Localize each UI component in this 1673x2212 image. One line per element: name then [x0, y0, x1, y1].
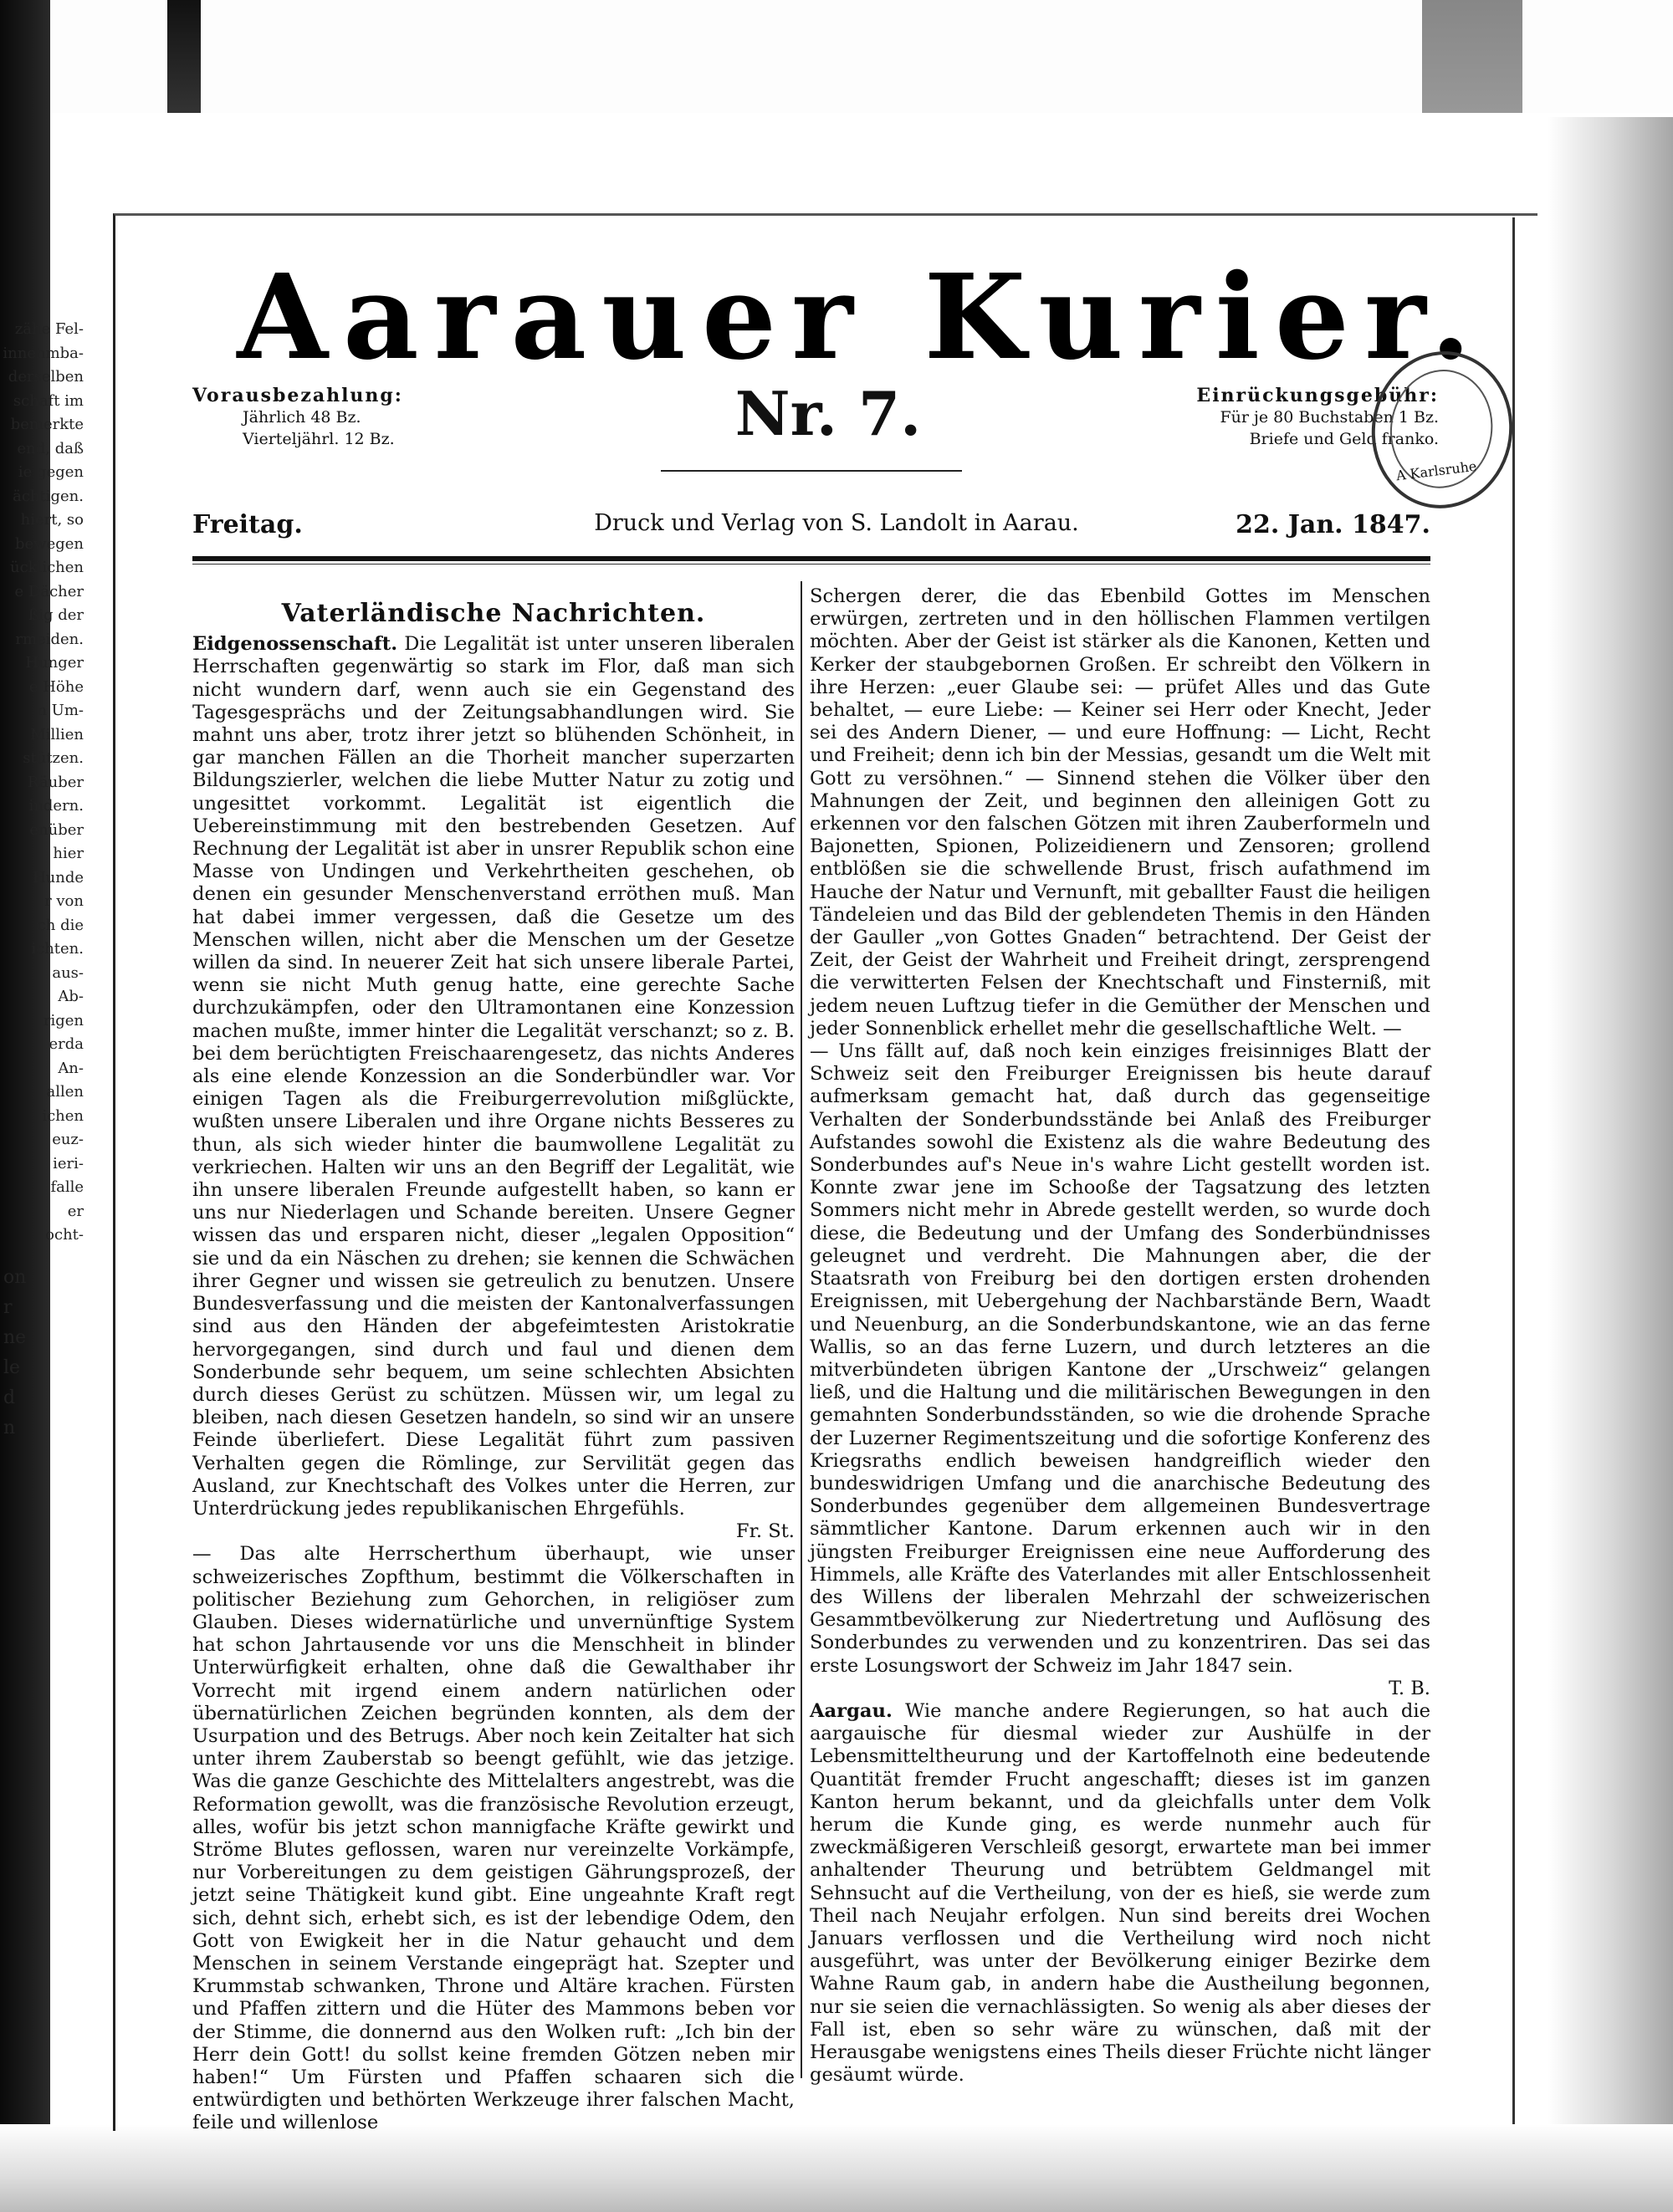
fragment-line: rigen	[43, 1011, 84, 1029]
weekday: Freitag.	[192, 510, 303, 539]
article-paragraph: — Das alte Herrscherthum überhaupt, wie unser schweizerisches Zopfthum, bestimmt die Völkerschaften in politischer Beziehung zum Gehorchen, in religiöser zum Glauben. Dieses widernatürliche und unvernünftige System hat schon Jahrtausende vor uns die Menschheit in blinder Unterwürfigkeit erhalten, ohne daß die Gewalthaber ihr Vorrecht mit irgend einem andern natürlichen oder übernatürlichen Zeichen begründen konnten, als dem der Usurpation und des Betrugs. Aber noch kein Zeitalter hat sich unter ihrem Zauberstab so beengt gefühlt, wie das jetzige. Was die ganze Geschichte des Mittelalters angestrebt, was die Reformation gewollt, was die französische Revolution erzeugt, alles, wofür bis jetzt schon mannigfache Kräfte gewirkt und Ströme Blutes geflossen, waren nur vereinzelte Vorkämpfe, nur Vorbereitungen zu dem geistigen Gährungsprozeß, der jetzt seine Thätigkeit kund gibt. Eine ungeahnte Kraft regt sich, dehnt sich, erhebt sich, es ist der lebendige Odem, den Gott von Ewigkeit her in die Natur gehaucht und dem Menschen in seinem Verstande eingeprägt hat. Szepter und Krummstab schwanken, Throne und Altäre krachen. Fürsten und Pfaffen zittern und die Hüter des Mammons beben vor der Stimme, die donnernd aus den Wolken ruft: „Ich bin der Herr dein Gott! du sollst keine fremden Götzen neben mir haben!“ Um Fürsten und Pfaffen schaaren sich die entwürdigten und bethörten Werkzeuge ihrer falschen Macht, feile und willenlose	[192, 1543, 795, 2134]
fragment-line: le	[3, 1357, 21, 1378]
fragment-line: derselben	[8, 368, 84, 386]
scan-shadow-right	[1422, 0, 1522, 113]
printer-line: Druck und Verlag von S. Landolt in Aarau.	[594, 510, 1079, 536]
fragment-line: ichten.	[31, 940, 84, 958]
fragment-line: bemerkte	[10, 416, 84, 433]
fragment-line: Ab-	[58, 988, 84, 1005]
fragment-line: ne	[3, 1327, 27, 1348]
fragment-line: r von	[44, 892, 84, 910]
fragment-line: ie gegen	[18, 463, 84, 481]
fragment-line: zähe Fel-	[14, 320, 84, 338]
scan-top-margin	[0, 0, 1673, 113]
article-paragraph: — Uns fällt auf, daß noch kein einziges freisinniges Blatt der Schweiz seit den Freiburger Ereignissen bis heute darauf aufmerksam gemacht hat, daß durch das gegenseitige Verhalten der Sonderbundsstände bei Anlaß des Freiburger Aufstandes sowohl die Existenz als die wahre Bedeutung des Sonderbundes auf's Neue in's wahre Licht gestellt worden ist. Konnte zwar jene im Schooße der Tagsatzung des letzten Sommers nicht mehr in Abrede gestellt werden, so wurde doch diese, die Bedeutung und der Umfang des Sonderbündnisses geleugnet und verdreht. Die Mahnungen aber, die der Staatsrath von Freiburg bei den dortigen ersten drohenden Ereignissen, mit Uebergehung der Nachbarstände Bern, Waadt und Neuenburg, an die Sonderbundskantone, wie an das ferne Wallis, so an das ferne Luzern, und durch letzteres an die mitverbündeten übrigen Kantone der „Urschweiz“ gelangen ließ, und die Haltung und die militärischen Bewegungen in den gemahnten Sonderbundsständen, so wie die drohende Sprache der Luzerner Regimentszeitung und die sofortige Konferenz des Kriegsraths endlich beweisen handgreiflich wieder den bundeswidrigen Umfang und die anarchische Bedeutung des Sonderbundes gegenüber dem allgemeinen Bundesvertrage sämmtlicher Kantone. Darum erkennen auch wir in den jüngsten Freiburger Ereignissen eine neue Aufforderung des Himmels, alle Kräfte des Vaterlandes mit aller Entschlossenheit des Willens der liberalen Mehrzahl der schweizerischen Gesammtbevölkerung zur Niedertretung und Auflösung des Sonderbundes zu verwenden und zu konzentriren. Das sei das erste Losungswort der Schweiz im Jahr 1847 sein.	[810, 1040, 1430, 1677]
fragment-line: enüber	[29, 820, 84, 839]
header-rule-thick	[192, 556, 1430, 561]
fragment-line: ächtigen.	[13, 487, 84, 505]
fragment-line: Hunde	[32, 868, 84, 886]
previous-page-text-lower	[0, 1263, 25, 1443]
fragment-line: Millien	[30, 725, 84, 743]
fragment-line: e Dächer	[14, 582, 84, 600]
insertion-fee-postage: Briefe und Geld franko.	[1249, 430, 1439, 448]
fragment-line: erda	[49, 1035, 84, 1053]
fragment-line: ücklichen	[9, 559, 84, 576]
fragment-line: er	[67, 1202, 84, 1220]
fragment-line: ch die	[37, 916, 84, 934]
fragment-line: stützen.	[23, 749, 84, 767]
scan-right-shadow	[1548, 117, 1673, 2124]
article-eidgenossenschaft	[192, 633, 795, 1543]
page-edge-right	[1512, 217, 1515, 2124]
article-sonderbund	[810, 1040, 1430, 1700]
article-keyword: Aargau.	[810, 1699, 893, 1722]
fragment-line: allen	[46, 1083, 84, 1101]
subscription-label: Vorausbezahlung:	[192, 385, 403, 406]
scan-bottom-margin	[0, 2124, 1673, 2212]
dateline	[192, 510, 1430, 552]
fragment-line: Räuber	[27, 773, 84, 791]
previous-page-fragments	[0, 318, 92, 1244]
fragment-line: n	[3, 1418, 16, 1438]
fragment-line: euz-	[52, 1131, 84, 1148]
column-right	[810, 585, 1430, 2087]
article-keyword: Eidgenossenschaft.	[192, 633, 398, 656]
fragment-line: end, daß	[17, 439, 84, 457]
subscription-quarterly: Vierteljährl. 12 Bz.	[243, 430, 395, 448]
article-paragraph: Die Legalität ist unter unseren liberalen Herrschaften gegenwärtig so stark im Flor, daß man sich nicht wundern darf, wenn auch sie ein Gegenstand des Tagesgesprächs und der Zeitungsabhandlungen wird. Sie mahnt uns aber, trotz ihrer jetzt so blühenden Schönheit, in gar manchen Fällen an die Thorheit mancher superzarten Bildungszierler, welchen die liebe Mutter Natur zu zotig und ungesittet vorkommt. Legalität ist eigentlich die Uebereinstimmung mit den bestrebenden Gesetzen. Auf Rechnung der Legalität ist aber in unsrer Republik schon eine Masse von Undingen und Verkehrtheiten geschehen, ob denen ein gesunder Menschenverstand erröthen muß. Man hat dabei immer vergessen, daß die Gesetze um des Menschen willen, nicht aber die Menschen um der Gesetze willen da sind. In neuerer Zeit hat sich unsere liberale Partei, wenn sie nicht Muth genug hatte, eine gerechte Sache durchzukämpfen, oder den Ultramontanen eine Konzession machen mußte, immer hinter die Legalität verschanzt; so z. B. bei dem berüchtigten Freischaarengesetz, das nichts Anderes als eine elende Konzession an die Sonderbündler war. Vor einigen Tagen als die Freiburgerrevolution mißglückte, wußten unsere Liberalen und ihre Organe nichts Besseres zu thun, als sich wieder hinter die baumwollene Legalität zu verkriechen. Halten wir uns an den Begriff der Legalität, wie ihn unsere liberalen Freunde aufgestellt haben, so kann er uns nur Niederlagen und Schande bereiten. Unsere Gegner wissen das und ersparen nicht, dieser „legalen Opposition“ sie und da ein Näschen zu drehen; sie kennen die Schwächen ihrer Gegner und wissen sie getreulich zu benutzen. Unsere Bundesverfassung und die meisten der Kantonalverfassungen sind aus den Händen der abgefeimtesten Aristokratie hervorgegangen, sind durch und faul und dienen dem Sonderbunde sehr bequem, um seine schlechten Absichten durch dieses Gerüst zu schützen. Müssen wir, um legal zu bleiben, nach diesen Gesetzen handeln, so sind wir an unsere Feinde überliefert. Diese Legalität führt zum passiven Verhalten gegen die Römlinge, zur Servilität gegen das Ausland, zur Knechtschaft des Volkes unter die Herren, zur Unterdrückung jedes republikanischen Ehrgefühls.	[192, 633, 796, 1520]
article-herrscherthum	[192, 1543, 795, 2134]
column-divider	[801, 581, 802, 2078]
fragment-line: Hunger	[25, 654, 84, 672]
fragment-line: falle	[50, 1178, 84, 1196]
article-paragraph: Wie manche andere Regierungen, so hat auch die aargauische für diesmal wieder zur Aushülfe in der Lebensmittelthеurung und der Kartoffelnoth eine bedeutende Quantität fremder Frucht angeschafft; dieses ist im ganzen Kanton herum bekannt, und da gleichfalls unter dem Volk herum die Kunde ging, es werde nunmehr auch für zweckmäßigeren Verschleiß gesorgt, erwartete man bei immer anhaltender Theurung und betrübtem Geldmangel mit Sehnsucht auf die Vertheilung, von der es hieß, sie werde zum Theil nach Neujahr erfolgen. Nun sind bereits drei Wochen Januars verflossen und die Vertheilung wird noch nicht ausgeführt, was unter der Bevölkerung einiger Bezirke dem Wahne Raum gab, in andern habe die Austheilung begonnen, nur sie seien die vernachlässigten. So wenig als aber dieses der Fall ist, eben so sehr wäre zu wünschen, daß mit der Herausgabe wenigstens eines Theils dieser Früchte nicht länger gesäumt würde.	[810, 1699, 1430, 2087]
fragment-line: ocht-	[45, 1226, 84, 1244]
subscription-yearly: Jährlich 48 Bz.	[243, 408, 361, 427]
fragment-line: ichen	[42, 1106, 84, 1125]
fragment-line: r	[3, 1297, 13, 1318]
fragment-line: hier	[53, 845, 84, 862]
fragment-line: e Höhe	[28, 677, 84, 696]
newspaper-title: Aarauer Kurier.	[237, 249, 1486, 386]
article-paragraph: Schergen derer, die das Ebenbild Gottes im Menschen erwürgen, zertreten und in den höllischen Flammen vertilgen möchten. Aber der Geist ist stärker als die Kanonen, Ketten und Kerker der staubgebornen Großen. Er schreibt den Völkern in ihre Herzen: „euer Glaube sei: — prüfet Alles und das Gute behaltet, — eure Liebe: — Keiner sei Herr oder Knecht, Jeder sei des Andern Diener, — und eure Hoffnung: — Licht, Recht und Freiheit; denn ich bin der Messias, gesandt um die Welt mit Gott zu versöhnen.“ — Sinnend stehen die Völker über den Mahnungen der Zeit, und beginnen den alleinigen Gott zu erkennen vor den falschen Götzen mit ihren Zauberformeln und Bajonetten, Spionen, Polizeidienern und Zensoren; grollend entblößen sie die schwellende Brust, frisch aufathmend im Hauche der Natur und Vernunft, mit geballter Faust die heiligen Tändeleien und das Bild der geblendeten Themis in den Händen der Gauller „von Gottes Gnaden“ betrachtend. Der Geist der Zeit, der Geist der Wahrheit und Freiheit dringt, zersprengend die verwitterten Felsen der Knechtschaft und Finsterniß, mit jedem neuen Luftzug tiefer in die Gemüther der Menschen und jeder Sonnenblick erhellet mehr die gesellschaftliche Welt. —	[810, 585, 1430, 1040]
fragment-line: indern.	[28, 797, 84, 815]
insertion-fee-rate: Für je 80 Buchstaben 1 Bz.	[1220, 408, 1439, 427]
fragment-line: schaft im	[13, 391, 84, 410]
fragment-line: hiert, so	[20, 511, 84, 529]
issue-date: 22. Jan. 1847.	[1236, 510, 1430, 539]
article-signature: T. B.	[1389, 1677, 1430, 1699]
library-stamp-text: A Karlsruhe	[1394, 457, 1478, 484]
fragment-line: d	[3, 1387, 16, 1408]
scan-shadow-spine	[167, 0, 201, 113]
fragment-line: ieri-	[53, 1154, 84, 1172]
previous-page-fragments-lower	[0, 1263, 25, 1472]
fragment-line: rmeiden.	[15, 630, 84, 648]
insertion-fee-label: Einrückungsgebühr:	[1196, 385, 1439, 406]
fragment-line: innehmba-	[3, 344, 84, 362]
fragment-line: aus-	[52, 963, 84, 982]
issue-number: Nr. 7.	[734, 378, 922, 449]
section-title: Vaterländische Nachrichten.	[281, 599, 706, 628]
fragment-line: An-	[58, 1059, 84, 1077]
article-aargau	[810, 1700, 1430, 2087]
article-signature: Fr. St.	[735, 1520, 795, 1543]
fragment-line: n Um-	[37, 702, 84, 719]
fragment-line: ßig der	[28, 606, 84, 624]
article-continued	[810, 585, 1430, 1040]
subscription-info	[192, 385, 485, 450]
fragment-line: on	[3, 1267, 27, 1288]
column-left	[192, 585, 795, 2135]
previous-page-text	[0, 318, 92, 1248]
issue-rule	[661, 470, 962, 472]
fragment-line: bewegen	[14, 534, 84, 553]
